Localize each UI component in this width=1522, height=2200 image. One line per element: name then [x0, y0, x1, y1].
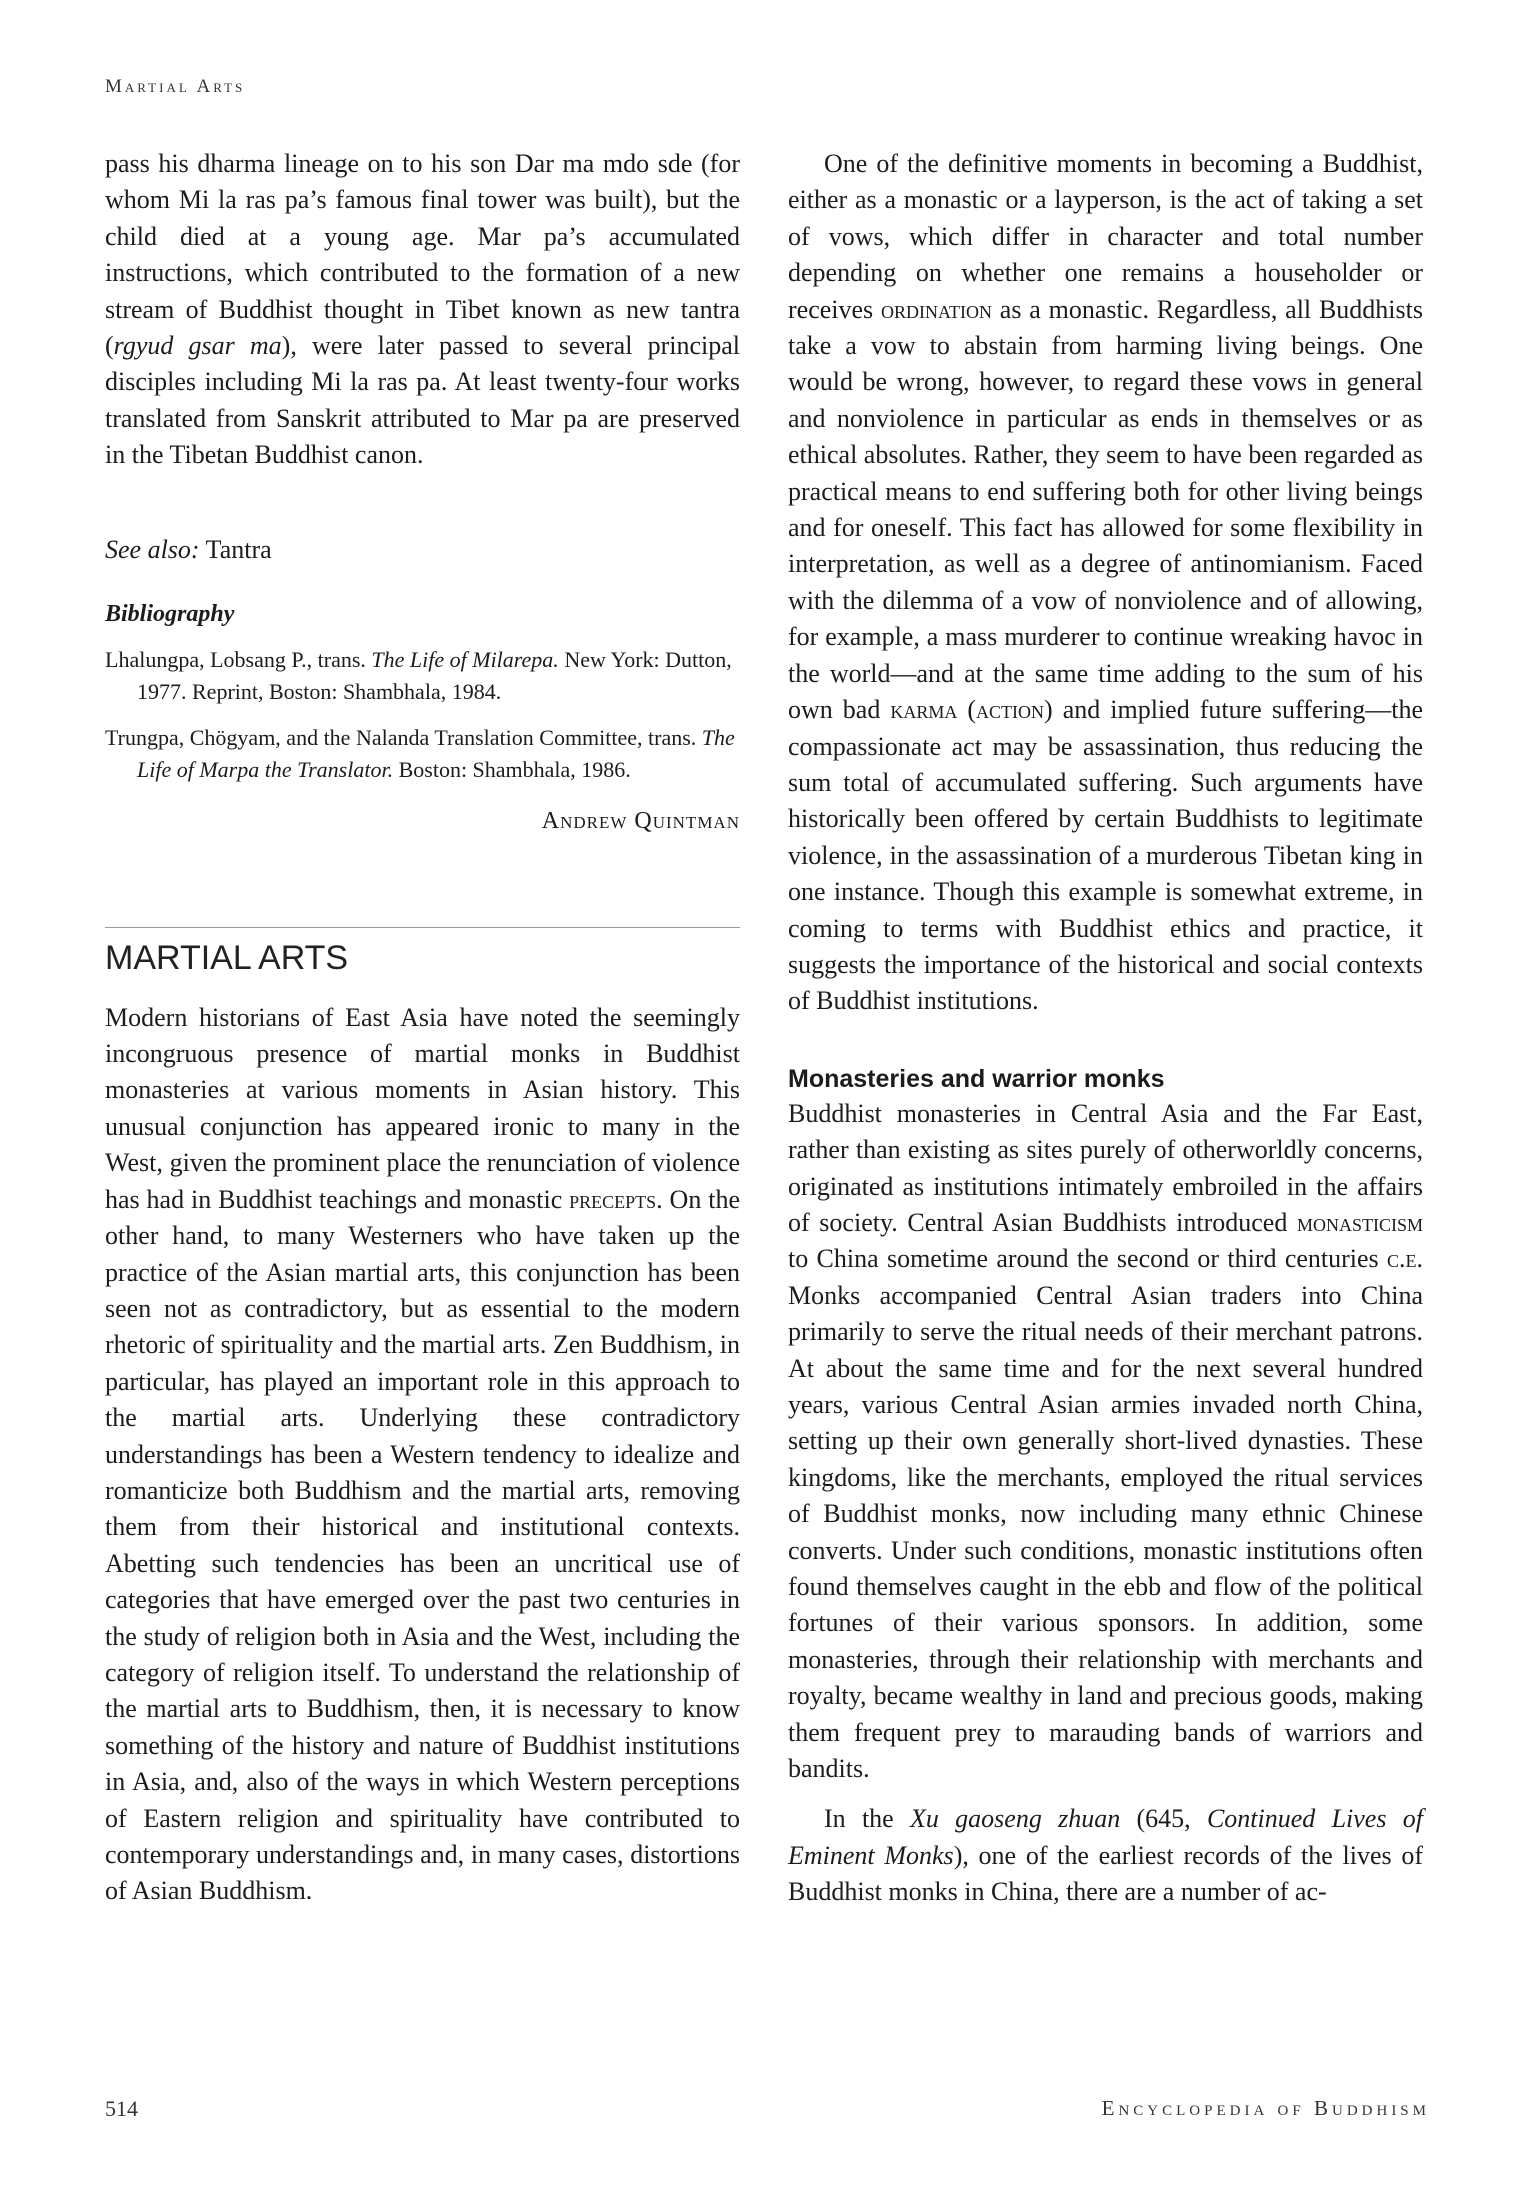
entry-divider	[105, 927, 740, 928]
section-subheading: Monasteries and warrior monks	[788, 1064, 1165, 1093]
bibliography-entry	[105, 644, 740, 708]
italic-title: Continued Lives of Eminent Monks	[788, 1804, 1423, 1870]
citation-title: The Life of Marpa the Translator.	[137, 724, 735, 782]
entry-paragraph	[105, 1000, 740, 1910]
text-run: ), were later passed to several principal disciples including Mi la ras pa. At least twenty-four works translated from Sanskrit attributed to Mar pa are preserved in the Tibetan Buddhist canon.	[105, 331, 740, 470]
cross-reference-link[interactable]: monasticism	[1296, 1207, 1423, 1237]
text-run: as a monastic. Regardless, all Buddhists take a vow to abstain from harming living beings. One would be wrong, however, to regard these vows in general and nonviolence in particular as ends in themselves or as ethical absolutes. Rather, they seem to have been regarded as practical means to end suffering both for other living beings and for oneself. This fact has allowed for some flexibility in interpretation, as well as a degree of antinomianism. Faced with the dilemma of a vow of nonviolence and of allowing, for example, a mass murderer to continue wreaking havoc in the world—and at the same time adding to the sum of his own bad	[788, 294, 1423, 725]
see-also	[105, 532, 740, 568]
text-run: . On the other hand, to many Westerners who have taken up the practice of the Asian martial arts, this conjunction has been seen not as contradictory, but as essential to the modern rhetoric of spirituality and the martial arts. Zen Buddhism, in particular, has played an important role in this approach to the martial arts. Underlying these contradictory understandings has been a Western tendency to idealize and romanticize both Buddhism and the martial arts, removing them from their historical and institutional contexts. Abetting such tendencies has been an uncritical use of categories that have emerged over the past two centuries in the study of religion both in Asia and the West, including the category of religion itself. To understand the relationship of the martial arts to Buddhism, then, it is necessary to know something of the history and nature of Buddhist institutions in Asia, and, also of the ways in which Western perceptions of Eastern religion and spirituality have contributed to contemporary understandings and, in many cases, distortions of Asian Buddhism.	[105, 1184, 740, 1906]
entry-title: MARTIAL ARTS	[105, 938, 349, 977]
italic-title: Xu gaoseng zhuan	[910, 1804, 1121, 1834]
running-head: Martial Arts	[105, 76, 246, 97]
body-paragraph	[788, 1096, 1423, 1788]
text-run: pass his dharma lineage on to his son Dar ma mdo sde (for whom Mi la ras pa’s famous final tower was built), but the child died at a young age. Mar pa’s accumulated instructions, which contributed to the formation of a new stream of Buddhist thought in Tibet known as new tantra (	[105, 149, 740, 361]
left-column	[105, 146, 740, 1910]
text-run: In the	[824, 1804, 910, 1834]
cross-reference-link[interactable]: precepts	[569, 1184, 657, 1214]
page-number: 514	[105, 2096, 138, 2121]
citation-title: The Life of Milarepa.	[371, 646, 559, 672]
text-run: to China sometime around the second or third centuries	[788, 1244, 1387, 1274]
citation-publisher: New York: Dutton, 1977. Reprint, Boston: Shambhala, 1984.	[137, 646, 732, 704]
text-run: One of the definitive moments in becoming a Buddhist, either as a monastic or a layperson, is the act of taking a set of vows, which differ in character and total number depending on whether one remains a householder or receives	[788, 149, 1423, 324]
text-run: (645,	[1120, 1804, 1207, 1834]
book-title: Encyclopedia of Buddhism	[1101, 2096, 1430, 2120]
bibliography-entry	[105, 722, 740, 786]
continuation-paragraph	[105, 146, 740, 474]
see-also-link-tantra[interactable]: Tantra	[205, 534, 272, 564]
right-column	[788, 146, 1423, 1911]
text-run: ), one of the earliest records of the lives of Buddhist monks in China, there are a number of ac-	[788, 1840, 1424, 1907]
text-run: Buddhist monasteries in Central Asia and the Far East, rather than existing as sites purely of otherworldly concerns, originated as institutions intimately embroiled in the affairs of society. Central Asian Buddhists introduced	[788, 1098, 1423, 1237]
text-run: and implied future suffering—the compassionate act may be assassination, thus reducing the sum total of accumulated suffering. Such arguments have historically been offered by certain Buddhists to legitimate violence, in the assassination of a murderous Tibetan king in one instance. Though this example is somewhat extreme, in coming to terms with Buddhist ethics and practice, it suggests the importance of the historical and social contexts of Buddhist institutions.	[788, 695, 1423, 1016]
text-run: Modern historians of East Asia have noted the seemingly incongruous presence of martial monks in Buddhist monasteries at various moments in Asian history. This unusual conjunction has appeared ironic to many in the West, given the prominent place the renunciation of violence has had in Buddhist teachings and monastic	[105, 1002, 740, 1214]
text-run: Monks accompanied Central Asian traders into China primarily to serve the ritual needs of their merchant patrons. At about the same time and for the next several hundred years, various Central Asian armies invaded north China, setting up their own generally short-lived dynasties. These kingdoms, like the merchants, employed the ritual services of Buddhist monks, now including many ethnic Chinese converts. Under such conditions, monastic institutions often found themselves caught in the ebb and flow of the political fortunes of their various sponsors. In addition, some monasteries, through their relationship with merchants and royalty, became wealthy in land and precious goods, making them frequent prey to marauding bands of warriors and bandits.	[788, 1280, 1423, 1784]
body-paragraph	[788, 1801, 1423, 1910]
bibliography-heading: Bibliography	[105, 600, 235, 627]
see-also-label: See also:	[105, 534, 200, 564]
cross-reference-link[interactable]: karma (action)	[890, 695, 1053, 725]
citation-author: Trungpa, Chögyam, and the Nalanda Translation Committee, trans.	[105, 724, 702, 750]
body-paragraph	[788, 146, 1423, 1020]
article-author: Andrew Quintman	[541, 807, 740, 834]
cross-reference-link[interactable]: ordination	[880, 294, 992, 324]
era-abbreviation: c.e.	[1386, 1244, 1423, 1274]
citation-publisher: Boston: Shambhala, 1986.	[393, 756, 631, 782]
italic-term: rgyud gsar ma	[113, 331, 282, 361]
citation-author: Lhalungpa, Lobsang P., trans.	[105, 646, 372, 672]
